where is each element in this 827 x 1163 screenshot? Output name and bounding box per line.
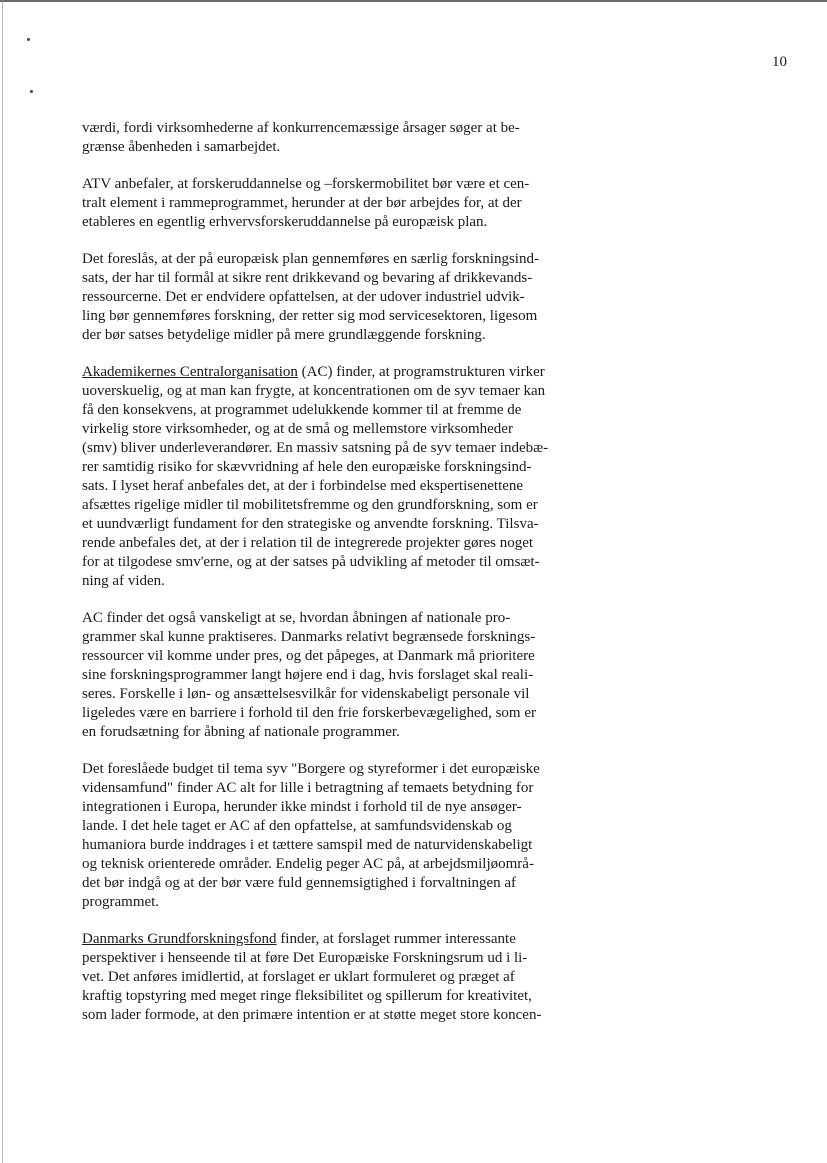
text-line: det bør indgå og at der bør være fuld gennemsigtighed i forvaltningen af	[82, 875, 517, 891]
text-line: vidensamfund" finder AC alt for lille i betragtning af temaets betydning for	[82, 780, 534, 796]
text-line: Det foreslåede budget til tema syv "Borgere og styreformer i det europæiske	[82, 761, 540, 777]
text-line: humaniora burde inddrages i et tættere samspil med de naturvidenskabeligt	[82, 837, 533, 853]
scan-top-edge	[0, 0, 827, 2]
text-line: perspektiver i henseende til at føre Det Europæiske Forskningsrum ud i li-	[82, 950, 528, 966]
paragraph	[82, 609, 602, 742]
text-line: sats. I lyset heraf anbefales det, at der i forbindelse med ekspertisenettene	[82, 478, 524, 494]
organization-name: Danmarks Grundforskningsfond	[82, 931, 277, 947]
text-line: grænse åbenheden i samarbejdet.	[82, 139, 281, 155]
paragraph	[82, 760, 602, 912]
text-line: ATV anbefaler, at forskeruddannelse og –forskermobilitet bør være et cen-	[82, 176, 530, 192]
paragraph	[82, 930, 602, 1025]
text-line: og teknisk orienterede områder. Endelig peger AC på, at arbejdsmiljøområ-	[82, 856, 534, 872]
text-line: kraftig topstyring med meget ringe fleksibilitet og spillerum for kreativitet,	[82, 988, 532, 1004]
paragraph	[82, 363, 602, 591]
paragraph	[82, 119, 602, 157]
text-segment: finder, at forslaget rummer interessante	[276, 931, 516, 947]
page-number: 10	[772, 54, 787, 70]
text-line: der bør satses betydelige midler på mere grundlæggende forskning.	[82, 327, 486, 343]
text-line: få den konsekvens, at programmet udelukkende kommer til at fremme de	[82, 402, 522, 418]
text-line: rende anbefales det, at der i relation til de integrerede projekter gøres noget	[82, 535, 534, 551]
text-segment: (AC) finder, at programstrukturen virker	[297, 364, 545, 380]
text-line: ressourcerne. Det er endvidere opfattelsen, at der udover industriel udvik-	[82, 289, 525, 305]
paragraph	[82, 250, 602, 345]
text-line: uoverskuelig, og at man kan frygte, at koncentrationen om de syv temaer kan	[82, 383, 546, 399]
text-line: virkelig store virksomheder, og at de små og mellemstore virksomheder	[82, 421, 513, 437]
text-line: AC finder det også vanskeligt at se, hvordan åbningen af nationale pro-	[82, 610, 511, 626]
text-line	[82, 363, 602, 382]
scan-speck	[27, 38, 30, 41]
paragraph	[82, 175, 602, 232]
scan-speck	[30, 90, 33, 93]
text-line: rer samtidig risiko for skævvridning af hele den europæiske forskningsind-	[82, 459, 532, 475]
text-line: Det foreslås, at der på europæisk plan gennemføres en særlig forskningsind-	[82, 251, 539, 267]
text-line: tralt element i rammeprogrammet, herunder at der bør arbejdes for, at der	[82, 195, 522, 211]
text-line: ressourcer vil komme under pres, og det påpeges, at Danmark må prioritere	[82, 648, 535, 664]
text-line: for at tilgodese smv'erne, og at der satses på udvikling af metoder til omsæt-	[82, 554, 540, 570]
text-line	[82, 930, 602, 949]
text-line: integrationen i Europa, herunder ikke mindst i forhold til de nye ansøger-	[82, 799, 522, 815]
text-line: seres. Forskelle i løn- og ansættelsesvilkår for videnskabeligt personale vil	[82, 686, 530, 702]
document-body	[82, 119, 602, 1043]
text-line: ning af viden.	[82, 573, 165, 589]
text-line: et uundværligt fundament for den strategiske og anvendte forskning. Tilsva-	[82, 516, 539, 532]
text-line: afsættes rigelige midler til mobilitetsfremme og den grundforskning, som er	[82, 497, 538, 513]
text-line: ling bør gennemføres forskning, der retter sig mod servicesektoren, ligesom	[82, 308, 538, 324]
text-line: sine forskningsprogrammer langt højere end i dag, hvis forslaget skal reali-	[82, 667, 534, 683]
text-line: programmet.	[82, 894, 160, 910]
text-line: værdi, fordi virksomhederne af konkurrencemæssige årsager søger at be-	[82, 120, 520, 136]
text-line: lande. I det hele taget er AC af den opfattelse, at samfundsvidenskab og	[82, 818, 512, 834]
text-line: etableres en egentlig erhvervsforskeruddannelse på europæisk plan.	[82, 214, 488, 230]
scan-left-edge	[2, 0, 3, 1163]
text-line: grammer skal kunne praktiseres. Danmarks relativt begrænsede forsknings-	[82, 629, 536, 645]
text-line: en forudsætning for åbning af nationale programmer.	[82, 724, 400, 740]
text-line: vet. Det anføres imidlertid, at forslaget er uklart formuleret og præget af	[82, 969, 515, 985]
text-line: (smv) bliver underleverandører. En massiv satsning på de syv temaer indebæ-	[82, 440, 549, 456]
organization-name: Akademikernes Centralorganisation	[82, 364, 298, 380]
text-line: som lader formode, at den primære intention er at støtte meget store koncen-	[82, 1007, 542, 1023]
text-line: sats, der har til formål at sikre rent drikkevand og bevaring af drikkevands-	[82, 270, 533, 286]
text-line: ligeledes være en barriere i forhold til den frie forskerbevægelighed, som er	[82, 705, 537, 721]
